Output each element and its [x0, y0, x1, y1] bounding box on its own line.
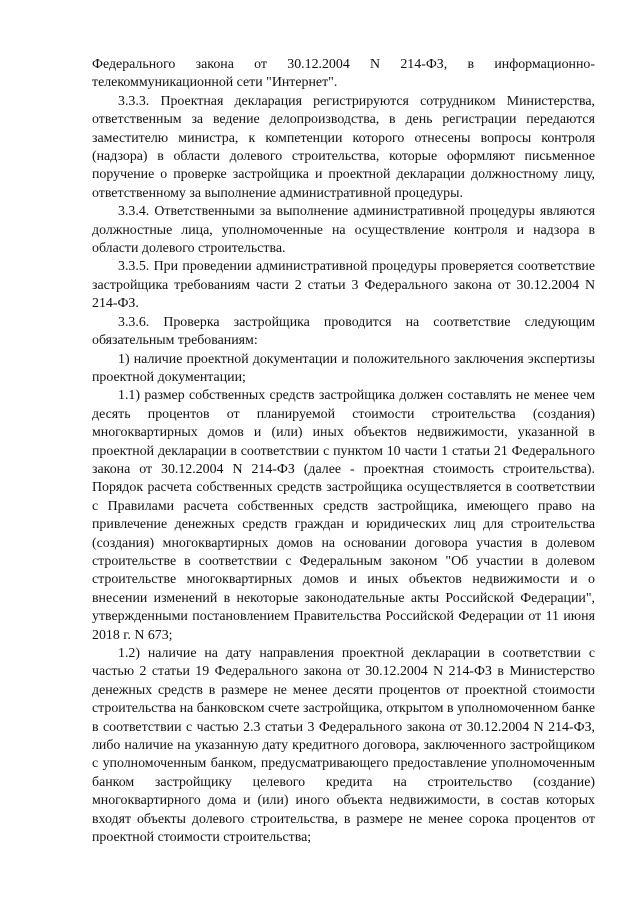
paragraph-3-3-6: 3.3.6. Проверка застройщика проводится на соответствие следующим обязательным требованиям:	[92, 314, 595, 349]
paragraph-3-3-3: 3.3.3. Проектная декларация регистрируются сотрудником Министерства, ответственным за ведение делопроизводства, в день регистрации передаются заместителю министра, к компетенции которого отнесены вопросы контроля (надзора) в области долевого строительства, которые оформляют письменное поручение о проверке застройщика и проектной декларации должностному лицу, ответственному за выполнение административной процедуры.	[92, 93, 595, 201]
list-item-1-2: 1.2) наличие на дату направления проектной декларации в соответствии с частью 2 статьи 19 Федерального закона от 30.12.2004 N 214-ФЗ в Министерство денежных средств в размере не менее десяти процентов от проектной стоимости строительства на банковском счете застройщика, открытом в уполномоченном банке в соответствии с частью 2.3 статьи 3 Федерального закона от 30.12.2004 N 214-ФЗ, либо наличие на указанную дату кредитного договора, заключенного застройщиком с уполномоченным банком, предусматривающего предоставление уполномоченным банком застройщику целевого кредита на строительство (создание) многоквартирного дома и (или) иного объекта недвижимости, в состав которых входят объекты долевого строительства, в размере не менее сорока процентов от проектной стоимости строительства;	[92, 646, 595, 846]
paragraph-3-3-5: 3.3.5. При проведении административной процедуры проверяется соответствие застройщика требованиям части 2 статьи 3 Федерального закона от 30.12.2004 N 214-ФЗ.	[92, 259, 595, 312]
paragraph-3-3-4: 3.3.4. Ответственными за выполнение административной процедуры являются должностные лица, уполномоченные на осуществление контроля и надзора в области долевого строительства.	[92, 204, 595, 257]
list-item-1: 1) наличие проектной документации и положительного заключения экспертизы проектной документации;	[92, 351, 595, 385]
paragraph-continuation: Федерального закона от 30.12.2004 N 214-ФЗ, в информационно-телекоммуникационной сети "Интернет".	[92, 57, 595, 91]
document-page	[92, 56, 595, 847]
list-item-1-1: 1.1) размер собственных средств застройщика должен составлять не менее чем десять процентов от планируемой стоимости строительства (создания) многоквартирных домов и (или) иных объектов недвижимости, указанной в проектной декларации в соответствии с пунктом 10 части 1 статьи 21 Федерального закона от 30.12.2004 N 214-ФЗ (далее - проектная стоимость строительства). Порядок расчета собственных средств застройщика осуществляется в соответствии с Правилами расчета собственных средств застройщика, имеющего право на привлечение денежных средств граждан и юридических лиц для строительства (создания) многоквартирных домов на основании договора участия в долевом строительстве в соответствии с Федеральным законом "Об участии в долевом строительстве многоквартирных домов и иных объектов недвижимости и о внесении изменений в некоторые законодательные акты Российской Федерации", утвержденными постановлением Правительства Российской Федерации от 11 июня 2018 г. N 673;	[92, 388, 595, 643]
